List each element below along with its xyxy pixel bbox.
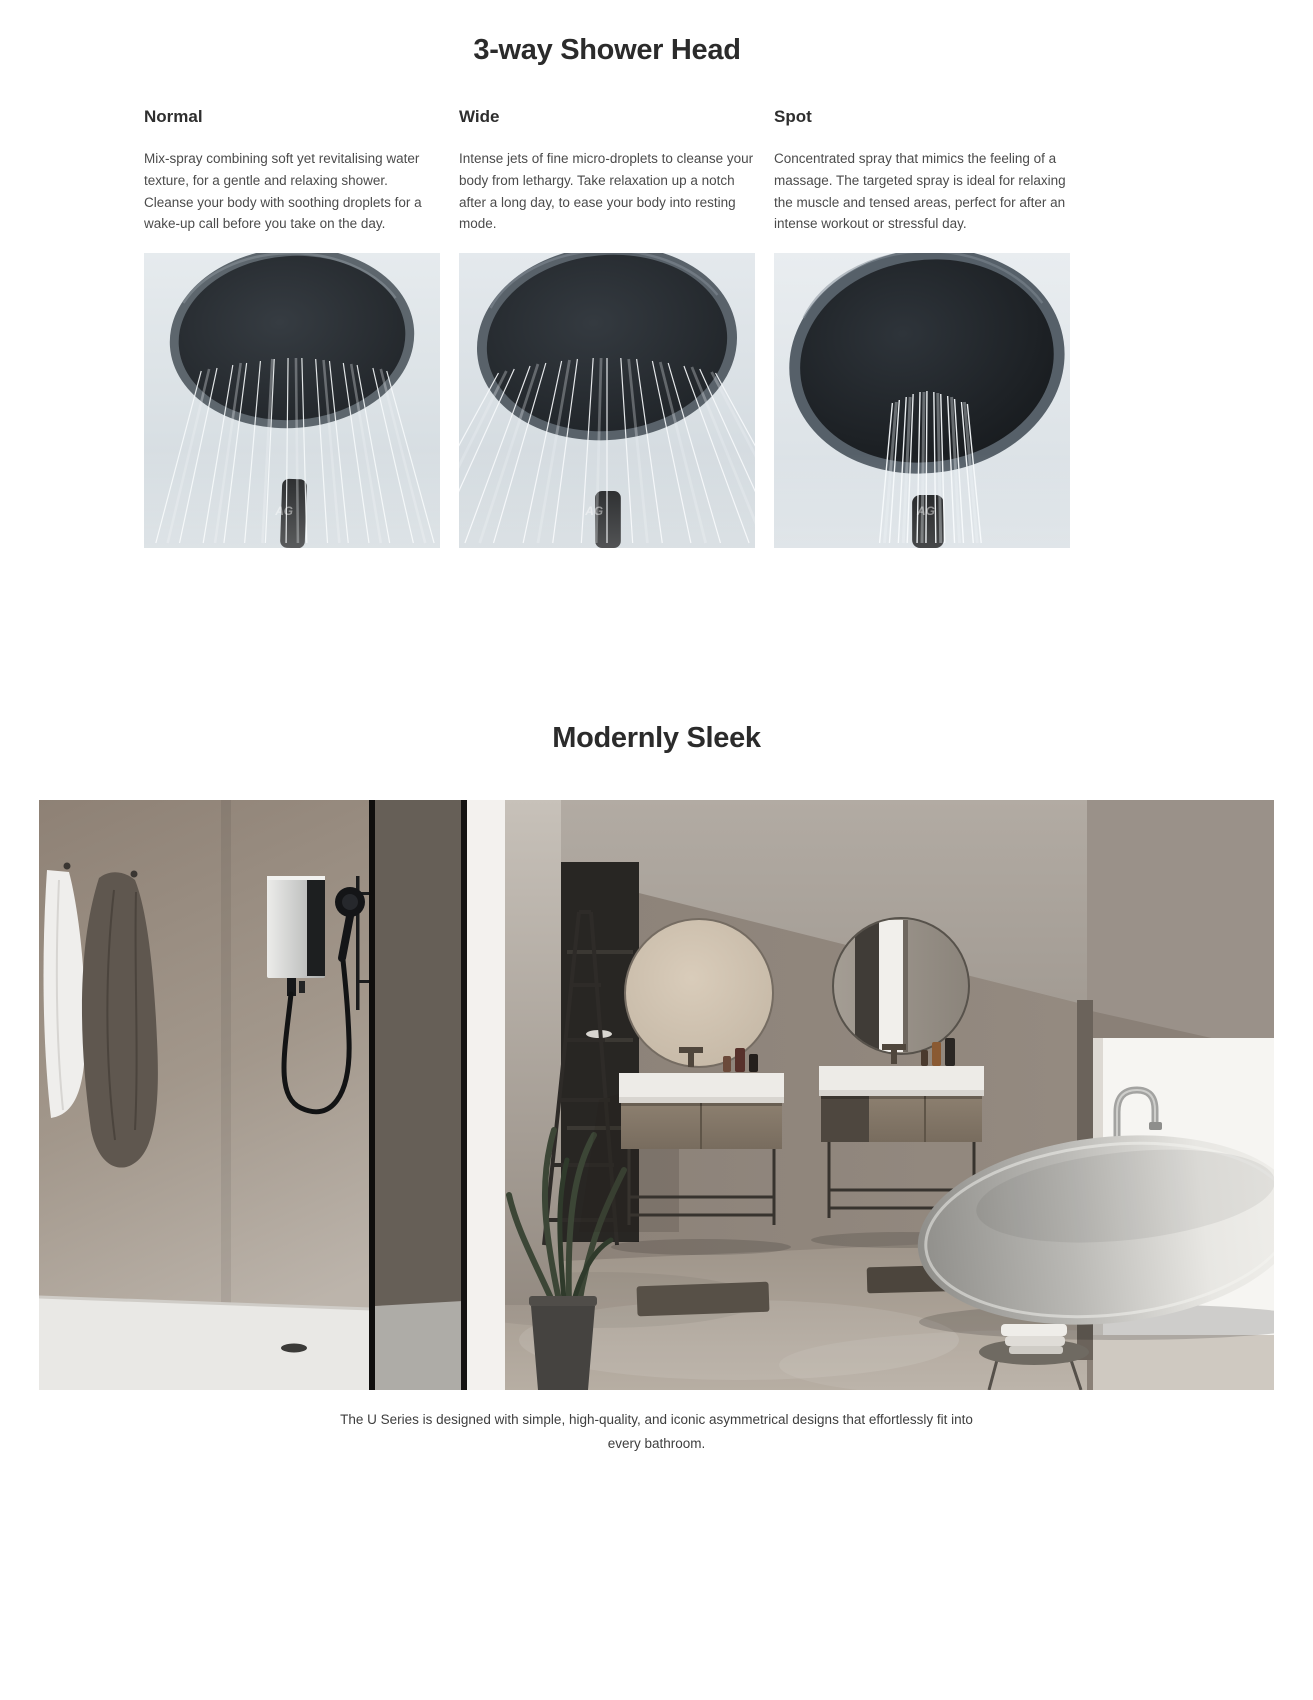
- bath-mat-left: [637, 1282, 770, 1317]
- mode-description-spot: Concentrated spray that mimics the feeling of a massage. The targeted spray is ideal for relaxing the muscle and tensed areas, perfect for after an intense workout or stressful day.: [774, 151, 1066, 232]
- mirror-right: [833, 916, 969, 1056]
- shower-section-title: 3-way Shower Head: [473, 34, 741, 66]
- shower-normal-image: [144, 253, 440, 548]
- shower-glass-panel: [369, 800, 467, 1390]
- mode-description-normal: Mix-spray combining soft yet revitalising water texture, for a gentle and relaxing shower. Cleanse your body with soothing droplets for a wake-up call before you take on the day.: [144, 151, 422, 232]
- mode-title-wide: Wide: [459, 107, 500, 126]
- shower-wide-image: [459, 253, 755, 548]
- shower-modes-row: [144, 107, 1070, 548]
- shower-spot-image: [774, 253, 1070, 548]
- shower-drain: [281, 1344, 307, 1353]
- mode-title-spot: Spot: [774, 107, 812, 126]
- mode-description-wide: Intense jets of fine micro-droplets to cleanse your body from lethargy. Take relaxation up a notch after a long day, to ease your body into resting mode.: [459, 151, 754, 232]
- mode-column-wide: [459, 107, 755, 548]
- shower-head-section: [144, 34, 1070, 548]
- mirror-left: [625, 919, 773, 1067]
- sleek-section-title: Modernly Sleek: [552, 722, 761, 754]
- mode-column-normal: [144, 107, 440, 548]
- water-heater-unit: [267, 876, 325, 996]
- brand-watermark: AG: [585, 503, 604, 519]
- sleek-caption-text: The U Series is designed with simple, high-quality, and iconic asymmetrical designs that effortlessly fit into every bathroom.: [340, 1412, 973, 1451]
- bathroom-image: [39, 800, 1274, 1390]
- brand-watermark: AG: [917, 503, 935, 519]
- mode-column-spot: [774, 107, 1070, 548]
- brand-watermark: AG: [275, 503, 293, 519]
- mode-title-normal: Normal: [144, 107, 203, 126]
- shower-tray: [39, 1297, 371, 1390]
- sleek-caption: [0, 1408, 1313, 1456]
